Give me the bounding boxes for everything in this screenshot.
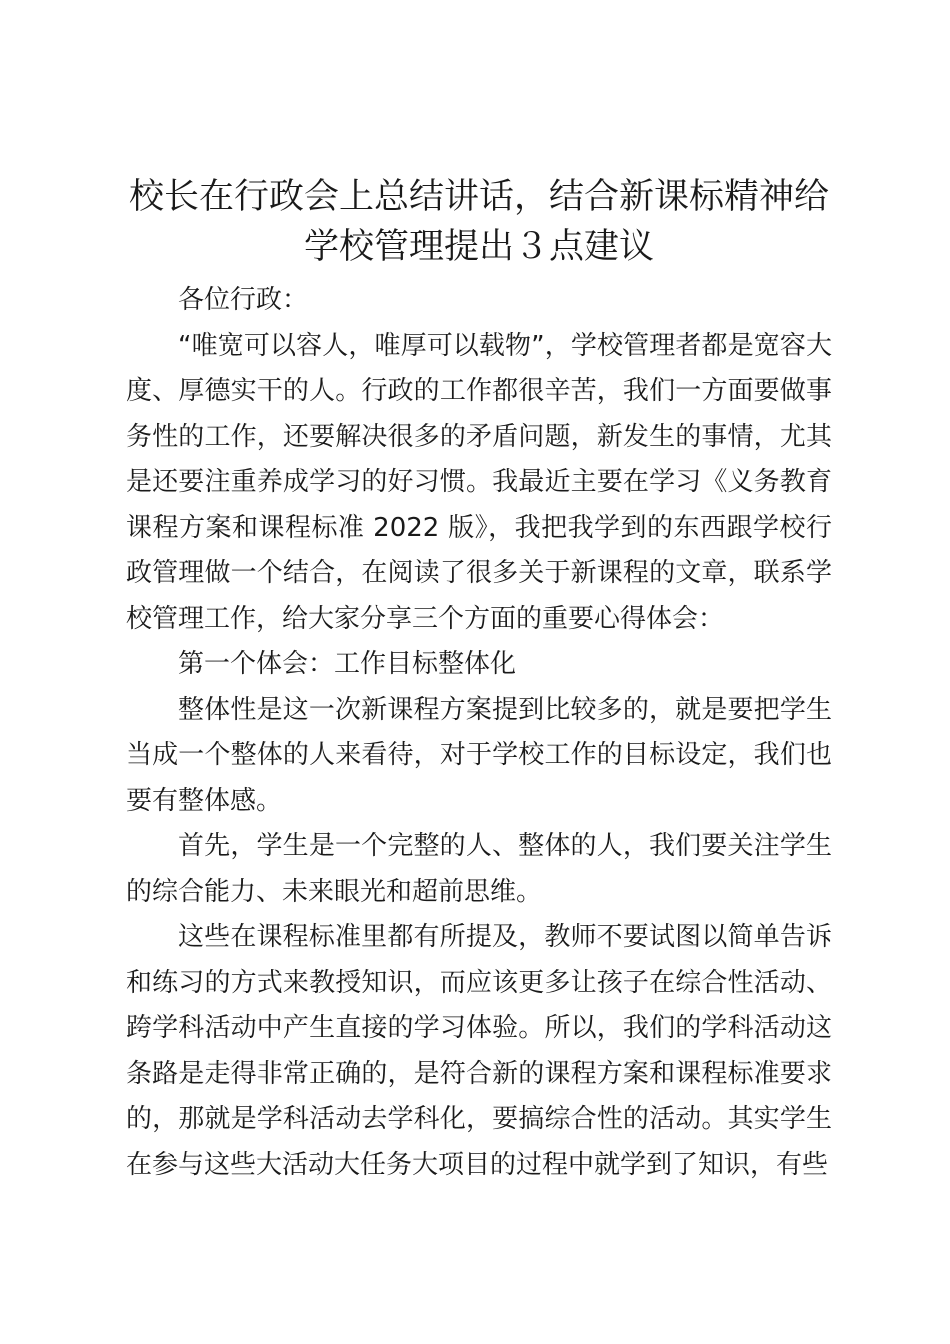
- paragraph-integrity: 整体性是这一次新课程方案提到比较多的，就是要把学生当成一个整体的人来看待，对于学校工作的目标设定，我们也要有整体感。: [126, 694, 832, 816]
- paragraph-greeting: 各位行政：: [178, 285, 309, 315]
- document-page: [126, 172, 832, 1188]
- section-heading-first-insight: 第一个体会：工作目标整体化: [178, 649, 517, 679]
- paragraph-introduction: “唯宽可以容人，唯厚可以载物”，学校管理者都是宽容大度、厚德实干的人。行政的工作都很辛苦，我们一方面要做事务性的工作，还要解决很多的矛盾问题，新发生的事情，尤其是还要注重养成学习的好习惯。我最近主要在学习《义务教育课程方案和课程标准 2022 版》，我把我学到的东西跟学校行政管理做一个结合，在阅读了很多关于新课程的文章，联系学校管理工作，给大家分享三个方面的重要心得体会：: [126, 330, 832, 634]
- paragraph-first-point: 首先，学生是一个完整的人、整体的人，我们要关注学生的综合能力、未来眼光和超前思维。: [126, 831, 832, 907]
- paragraph-curriculum-standards: 这些在课程标准里都有所提及，教师不要试图以简单告诉和练习的方式来教授知识，而应该更多让孩子在综合性活动、跨学科活动中产生直接的学习体验。所以，我们的学科活动这条路是走得非常正确的，是符合新的课程方案和课程标准要求的，那就是学科活动去学科化，要搞综合性的活动。其实学生在参与这些大活动大任务大项目的过程中就学到了知识，有些: [126, 922, 832, 1180]
- document-title: 校长在行政会上总结讲话，结合新课标精神给学校管理提出３点建议: [128, 177, 829, 267]
